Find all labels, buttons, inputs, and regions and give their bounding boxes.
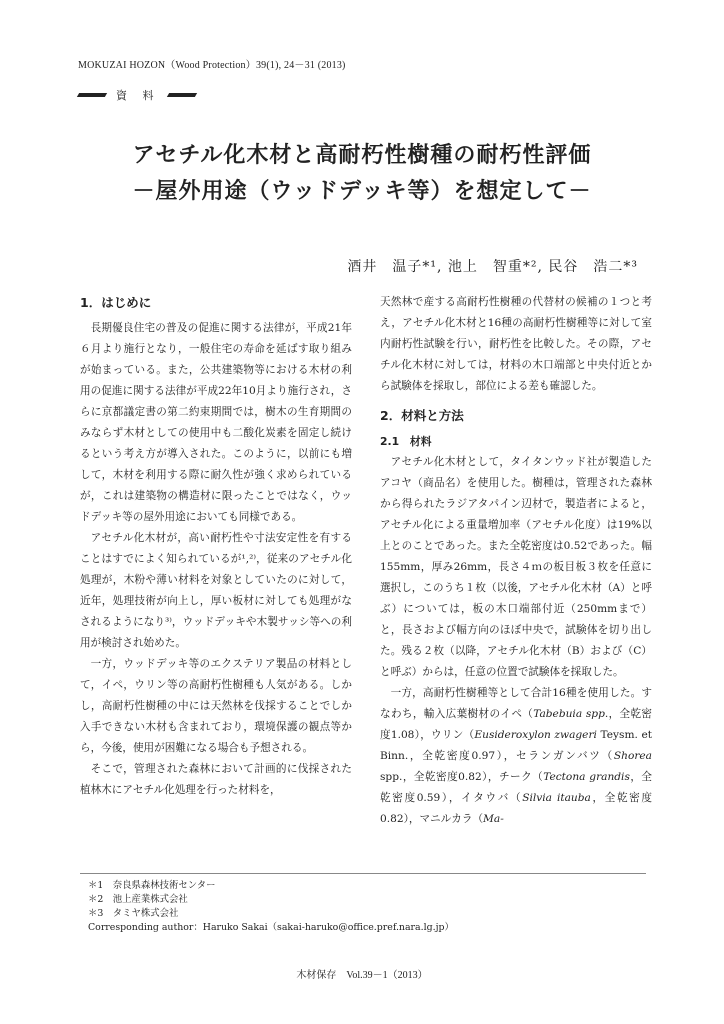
footnote-affiliation-1: ＊1 奈良県森林技術センター	[88, 880, 216, 891]
left-column	[80, 292, 352, 801]
species-name: Tectona grandis	[543, 771, 630, 783]
section-heading-introduction: 1．はじめに	[80, 295, 152, 310]
subsection-heading-materials: 2.1 材料	[380, 435, 432, 448]
paragraph: アセチル化木材が，高い耐朽性や寸法安定性を有することはすでによく知られているが¹,²⁾，従来のアセチル化処理が，木粉や薄い材料を対象としていたのに対して，近年，処理技術が向上し，厚い板材に対しても処理がなされるようになり³⁾，ウッドデッキや木製サッシ等への利用が検討され始めた。	[80, 532, 352, 649]
text-span: ，全乾密度0.82），マニルカラ（	[380, 792, 652, 825]
text-span: Teysm. et Binn.，全乾密度0.97），セランガンバツ（	[380, 729, 653, 762]
text-span: spp.，全乾密度0.82），チーク（	[380, 771, 544, 783]
title-line-2: －屋外用途（ウッドデッキ等）を想定して－	[132, 178, 592, 204]
text-span: ，全乾密度0.59），イタウバ（	[380, 771, 653, 804]
journal-citation: MOKUZAI HOZON（Wood Protection）39(1), 24－31 (2013)	[78, 60, 346, 71]
section-tag	[78, 88, 196, 102]
footnote-divider	[80, 873, 646, 874]
species-name: Silvia itauba	[522, 792, 591, 804]
paragraph-species	[380, 683, 652, 830]
paragraph: 長期優良住宅の普及の促進に関する法律が，平成21年６月より施行となり，一般住宅の寿命を延ばす取り組みが始まっている。また，公共建築物等における木材の利用の促進に関する法律が平成22年10月より施行され，さらに京都議定書の第二約束期間では，樹木の生育期間のみならず木材としての使用中も二酸化炭素を固定し続けるという考え方が導入された。このように，以前にも増して，木材を利用する際に耐久性が強く求められているが，これは建築物の構造材に限ったことではなく，ウッドデッキ等の屋外用途においても同様である。	[80, 322, 352, 523]
species-name: Shorea	[613, 750, 652, 762]
footnote-affiliation-2: ＊2 池上産業株式会社	[88, 894, 188, 905]
section-heading-materials-methods: 2．材料と方法	[380, 408, 464, 423]
species-name: Ma-	[483, 813, 504, 825]
species-name: Eusideroxylon zwageri	[474, 729, 597, 741]
paragraph: 一方，ウッドデッキ等のエクステリア製品の材料として，イペ，ウリン等の高耐朽性樹種も人気がある。しかし，高耐朽性樹種の中には天然林を伐採することでしか入手できない木材も含まれており，環境保護の観点等から，今後，使用が困難になる場合も予想される。	[80, 658, 352, 754]
species-name: Tabebuia spp.	[533, 708, 609, 720]
title-line-1: アセチル化木材と高耐朽性樹種の耐朽性評価	[132, 142, 592, 168]
text-span: 一方，高耐朽性樹種等として合計16種を使用した。すなわち，輸入広葉樹材のイペ（	[380, 687, 652, 720]
page-footer: 木材保存 Vol.39－1（2013）	[296, 970, 428, 981]
paragraph-continued: 天然林で産する高耐朽性樹種の代替材の候補の１つと考え，アセチル化木材と16種の高耐朽性樹種等に対して室内耐朽性試験を行い，耐朽性を比較した。その際，アセチル化木材に対しては，材料の木口端部と中央付近とから試験体を採取し，部位による差も確認した。	[380, 296, 652, 392]
text-span: ，全乾密度1.08），ウリン（	[380, 708, 653, 741]
paragraph: そこで，管理された森林において計画的に伐採された植林木にアセチル化処理を行った材料を，	[80, 763, 352, 796]
section-label: 資 料	[116, 89, 160, 102]
author-list: 酒井 温子*¹, 池上 智重*², 民谷 浩二*³	[347, 259, 638, 275]
right-bar-decoration	[166, 93, 196, 97]
footnote-affiliation-3: ＊3 タミヤ株式会社	[88, 908, 179, 919]
paragraph: アセチル化木材として，タイタンウッド社が製造したアコヤ（商品名）を使用した。樹種は，管理された森林から得られたラジアタパイン辺材で，製造者によると，アセチル化による重量増加率（アセチル化度）は19%以上とのことであった。また全乾密度は0.52であった。幅155mm，厚み26mm，長さ４ｍの板目板３枚を任意に選択し，このうち１枚（以後，アセチル化木材（A）と呼ぶ）については，板の木口端部付近（250mmまで）と，長さおよび幅方向のほぼ中央で，試験体を切り出した。残る２枚（以降，アセチル化木材（B）および（C）と呼ぶ）からは，任意の位置で試験体を採取した。	[380, 456, 652, 678]
right-column	[380, 292, 652, 830]
corresponding-author: Corresponding author：Haruko Sakai（sakai-haruko@office.pref.nara.lg.jp）	[88, 922, 454, 933]
footnotes	[88, 879, 454, 935]
left-bar-decoration	[77, 93, 107, 97]
